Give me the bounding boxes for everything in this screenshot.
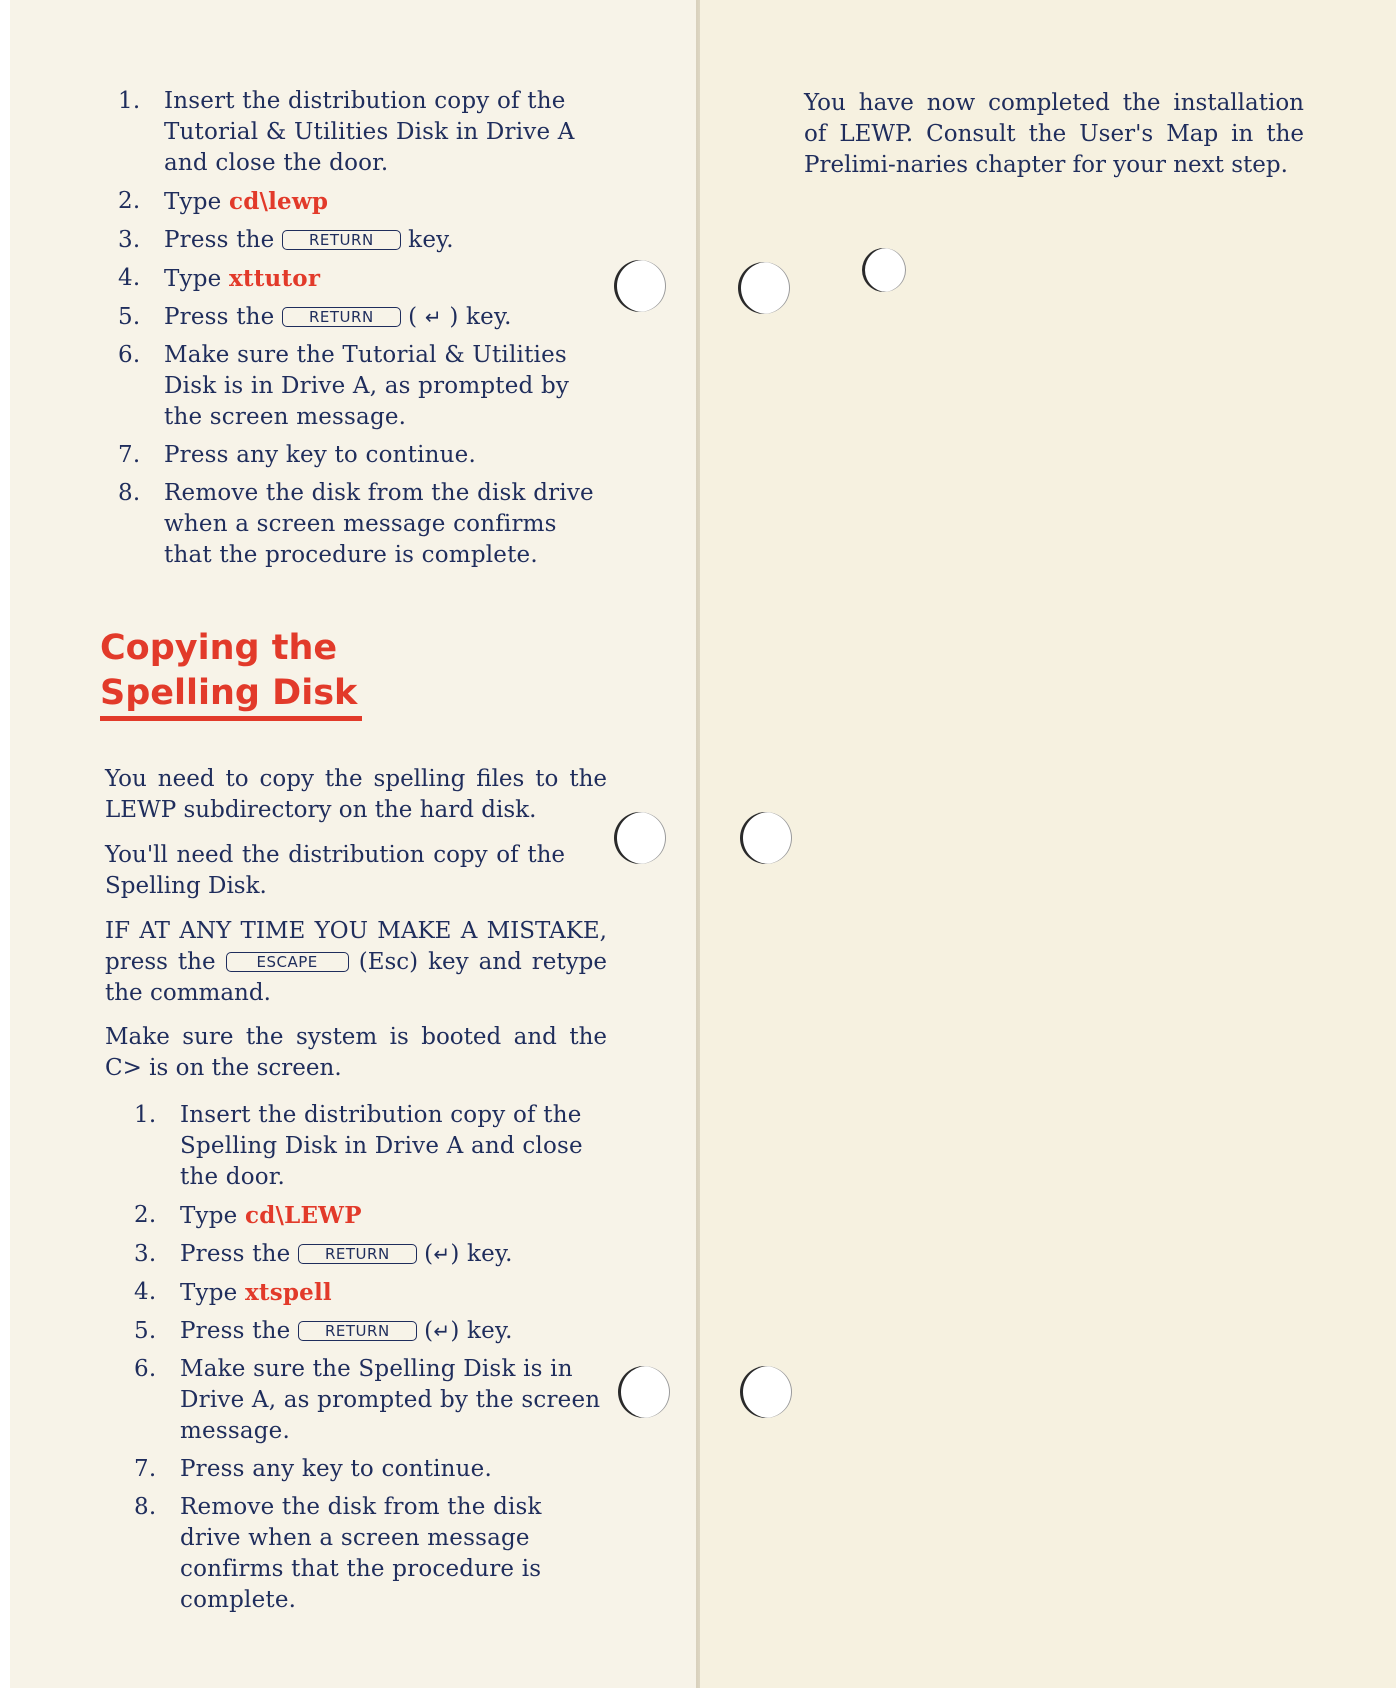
step-text: Insert the distribution copy of the Tutorial & Utilities Disk in Drive A and close the door.: [164, 88, 575, 176]
command-text: cd\lewp: [228, 188, 329, 215]
step-number: 1.: [134, 1102, 157, 1128]
section-heading-line2: Spelling Disk: [100, 673, 358, 713]
step-number: 2.: [134, 1202, 157, 1228]
step-number: 6.: [134, 1356, 157, 1382]
step-text: Type: [180, 1280, 245, 1306]
step-text: Remove the disk from the disk drive when a screen message confirms that the procedure is complete.: [164, 480, 594, 568]
binder-hole-icon: [614, 812, 666, 864]
step-number: 7.: [118, 442, 141, 468]
step-text: Type: [164, 266, 229, 292]
command-text: xttutor: [228, 265, 321, 292]
step-number: 3.: [118, 227, 141, 253]
step-text: Press any key to continue.: [164, 442, 476, 468]
step-number: 5.: [134, 1318, 157, 1344]
step-text: Type: [180, 1203, 245, 1229]
step-text: (: [416, 1318, 434, 1344]
binder-hole-icon: [862, 248, 906, 292]
step-number: 4.: [118, 265, 141, 291]
list-item: [118, 186, 598, 218]
return-key: RETURN: [298, 1321, 417, 1341]
page-bottom-edge: [0, 1688, 1396, 1700]
escape-note-pre: IF AT ANY TIME YOU MAKE A MISTAKE, press the: [105, 918, 607, 975]
step-text: Make sure the Tutorial & Utilities Disk is in Drive A, as prompted by the screen message.: [164, 342, 570, 430]
heading-underline: [100, 716, 362, 721]
list-item: [134, 1277, 606, 1309]
escape-key: ESCAPE: [226, 952, 349, 972]
step-text: key.: [400, 227, 454, 253]
enter-arrow-icon: ↵: [433, 1319, 451, 1343]
binder-hole-icon: [614, 260, 666, 312]
list-item: [134, 1492, 606, 1616]
step-text: ) key.: [441, 304, 512, 330]
step-number: 1.: [118, 88, 141, 114]
command-text: xtspell: [244, 1279, 332, 1306]
return-key: RETURN: [298, 1244, 417, 1264]
list-item: [118, 263, 598, 295]
step-number: 8.: [118, 480, 141, 506]
command-text: cd\LEWP: [244, 1202, 362, 1229]
intro-paragraph-2: You'll need the distribution copy of the Spelling Disk.: [105, 842, 565, 899]
step-number: 6.: [118, 342, 141, 368]
list-item: [134, 1354, 606, 1447]
enter-arrow-icon: ↵: [433, 1242, 451, 1266]
section-heading-line1: Copying the: [100, 628, 338, 668]
step-number: 7.: [134, 1456, 157, 1482]
step-text: Press the: [164, 304, 282, 330]
enter-arrow-icon: ↵: [424, 305, 442, 329]
list-item: [118, 302, 598, 333]
return-key: RETURN: [282, 307, 401, 327]
step-text: Make sure the Spelling Disk is in Drive A, as prompted by the screen message.: [180, 1356, 601, 1444]
list-item: [118, 225, 598, 256]
intro-paragraph-4: Make sure the system is booted and the C> is on the screen.: [105, 1024, 607, 1081]
step-text: (: [416, 1241, 434, 1267]
section-heading: [100, 626, 357, 716]
intro-paragraph-3: [105, 916, 607, 1009]
step-text: Type: [164, 189, 229, 215]
list-item: [118, 340, 598, 433]
list-item: [118, 478, 598, 571]
install-steps-list: [118, 86, 598, 578]
binder-hole-icon: [618, 1366, 670, 1418]
step-number: 2.: [118, 188, 141, 214]
spelling-steps-list: [134, 1100, 606, 1623]
step-number: 4.: [134, 1279, 157, 1305]
list-item: [134, 1454, 606, 1485]
list-item: [118, 86, 598, 179]
list-item: [134, 1100, 606, 1193]
step-number: 5.: [118, 304, 141, 330]
step-text: Press the: [180, 1318, 298, 1344]
binder-hole-icon: [740, 1366, 792, 1418]
completion-note: You have now completed the installation of LEWP. Consult the User's Map in the Prelimi-naries chapter for your next step.: [804, 90, 1304, 178]
step-text: (: [400, 304, 425, 330]
intro-paragraph-1: You need to copy the spelling files to the LEWP subdirectory on the hard disk.: [105, 766, 607, 823]
step-number: 3.: [134, 1241, 157, 1267]
step-text: Press any key to continue.: [180, 1456, 492, 1482]
step-text: Remove the disk from the disk drive when a screen message confirms that the procedure is complete.: [180, 1494, 542, 1613]
return-key: RETURN: [282, 230, 401, 250]
step-text: ) key.: [450, 1318, 513, 1344]
step-text: Insert the distribution copy of the Spelling Disk in Drive A and close the door.: [180, 1102, 583, 1190]
step-text: Press the: [180, 1241, 298, 1267]
binder-hole-icon: [738, 262, 790, 314]
list-item: [134, 1316, 606, 1347]
step-number: 8.: [134, 1494, 157, 1520]
step-text: Press the: [164, 227, 282, 253]
binder-hole-icon: [740, 812, 792, 864]
list-item: [134, 1200, 606, 1232]
step-text: ) key.: [450, 1241, 513, 1267]
right-page: [700, 0, 1396, 1700]
list-item: [134, 1239, 606, 1270]
escape-note-post: (Esc) key and retype the command.: [105, 949, 607, 1006]
list-item: [118, 440, 598, 471]
